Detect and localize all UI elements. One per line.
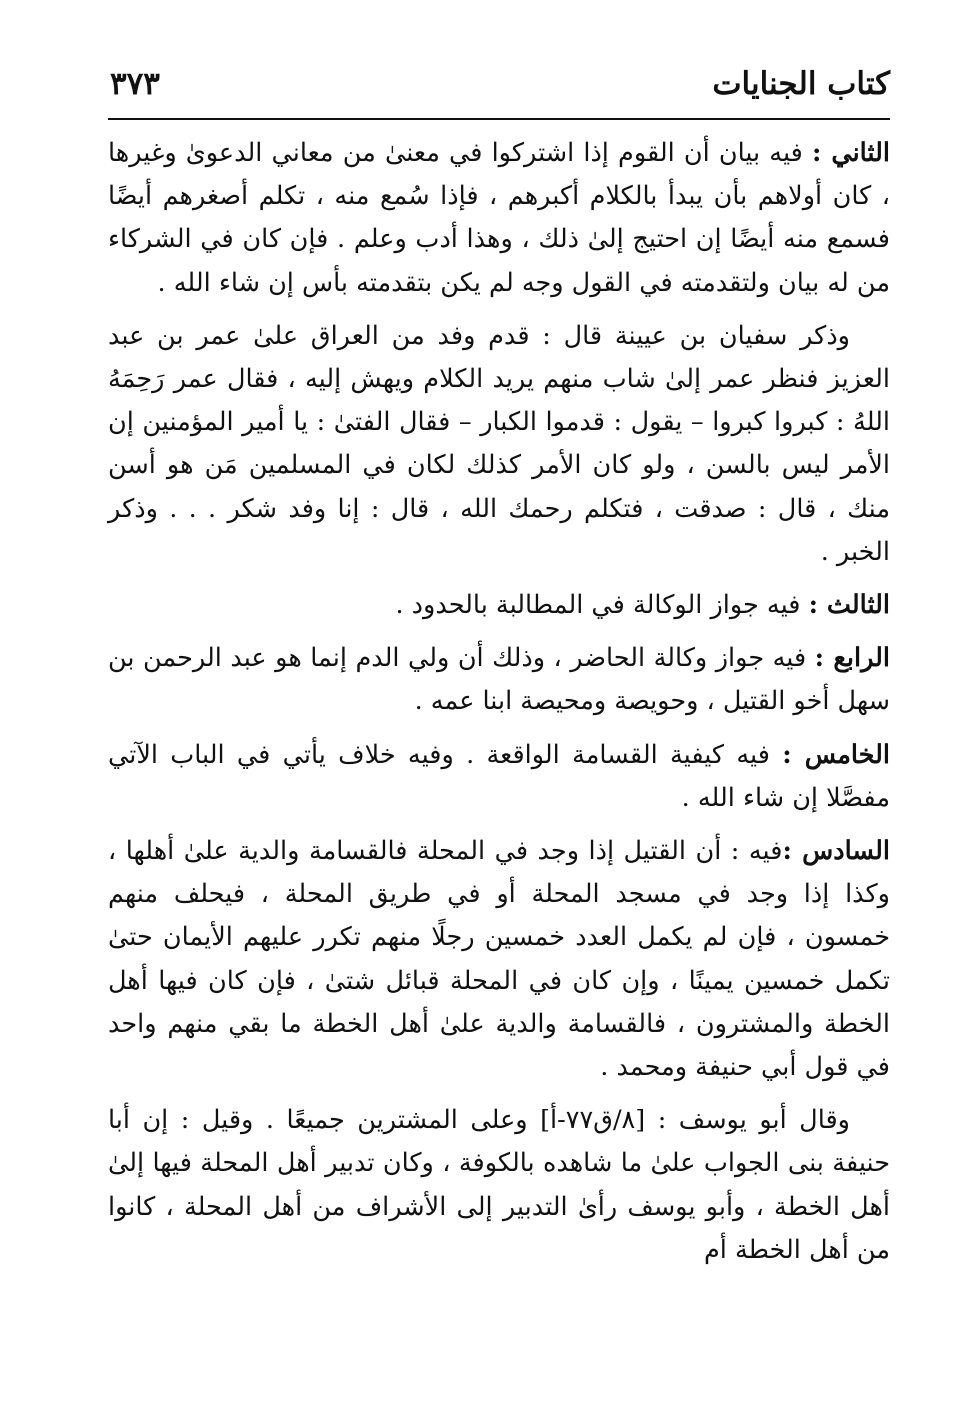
paragraph-text: فيه بيان أن القوم إذا اشتركوا في معنىٰ من معاني الدعوىٰ وغيرها ، كان أولاهم بأن يبدأ بالكلام أكبرهم ، فإذا سُمع منه ، تكلم أصغرهم أيضًا فسمع منه أيضًا إن احتيج إلىٰ ذلك ، وهذا أدب وعلم . فإن كان في الشركاء من له بيان ولتقدمته في القول وجه لم يكن بتقدمته بأس إن شاء الله . bbox=[108, 138, 890, 298]
paragraph-text: وقال أبو يوسف : [٨/ق٧٧-أ] وعلى المشترين جميعًا . وقيل : إن أبا حنيفة بنى الجواب علىٰ ما شاهده بالكوفة ، وكان تدبير أهل المحلة فيها إلىٰ أهل الخطة ، وأبو يوسف رأىٰ التدبير إلى الأشراف من أهل المحلة ، كانوا من أهل الخطة أم bbox=[108, 1105, 890, 1265]
page-header bbox=[110, 62, 890, 118]
paragraph-lead: الرابع : bbox=[814, 643, 891, 674]
paragraph-lead: الخامس : bbox=[782, 739, 890, 770]
header-rule bbox=[108, 118, 890, 120]
paragraph-text: فيه كيفية القسامة الواقعة . وفيه خلاف يأتي في الباب الآتي مفصَّلا إن شاء الله . bbox=[108, 739, 890, 813]
paragraph-second bbox=[108, 132, 890, 305]
running-head: كتاب الجنايات bbox=[712, 66, 890, 102]
paragraph-text: وذكر سفيان بن عيينة قال : قدم وفد من العراق علىٰ عمر بن عبد العزيز فنظر عمر إلىٰ شاب منهم يريد الكلام ويهش إليه ، فقال عمر رَحِمَهُ اللهُ : كبروا كبروا – يقول : قدموا الكبار – فقال الفتىٰ : يا أمير المؤمنين إن الأمر ليس بالسن ، ولو كان الأمر كذلك لكان في المسلمين مَن هو أسن منك ، قال : صدقت ، فتكلم رحمك الله ، قال : إنا وفد شكر . . . وذكر الخبر . bbox=[108, 320, 890, 567]
page-number: ٣٧٣ bbox=[110, 66, 160, 102]
paragraph-abu-yusuf bbox=[108, 1099, 890, 1272]
paragraph-fourth bbox=[108, 637, 890, 723]
paragraph-lead: الثالث : bbox=[808, 590, 890, 621]
paragraph-text: فيه : أن القتيل إذا وجد في المحلة فالقسامة والدية علىٰ أهلها ، وكذا إذا وجد في مسجد المحلة أو في طريق المحلة ، فيحلف منهم خمسون ، فإن لم يكمل العدد خمسين رجلًا منهم تكرر عليهم الأيمان حتىٰ تكمل خمسين يمينًا ، وإن كان في المحلة قبائل شتىٰ ، فإن كان فيها أهل الخطة والمشترون ، فالقسامة والدية علىٰ أهل الخطة ما بقي منهم واحد في قول أبي حنيفة ومحمد . bbox=[108, 836, 890, 1083]
paragraph-sixth bbox=[108, 830, 890, 1089]
paragraph-fifth bbox=[108, 734, 890, 820]
paragraph-third bbox=[108, 584, 890, 627]
body-text bbox=[108, 132, 890, 1282]
paragraph-lead: السادس : bbox=[782, 836, 890, 867]
paragraph-text: فيه جواز الوكالة في المطالبة بالحدود . bbox=[395, 590, 809, 621]
paragraph-lead: الثاني : bbox=[811, 138, 890, 168]
paragraph-sufyan-narration bbox=[108, 315, 890, 574]
paragraph-text: فيه جواز وكالة الحاضر ، وذلك أن ولي الدم إنما هو عبد الرحمن بن سهل أخو القتيل ، وحويصة ومحيصة ابنا عمه . bbox=[108, 643, 890, 717]
